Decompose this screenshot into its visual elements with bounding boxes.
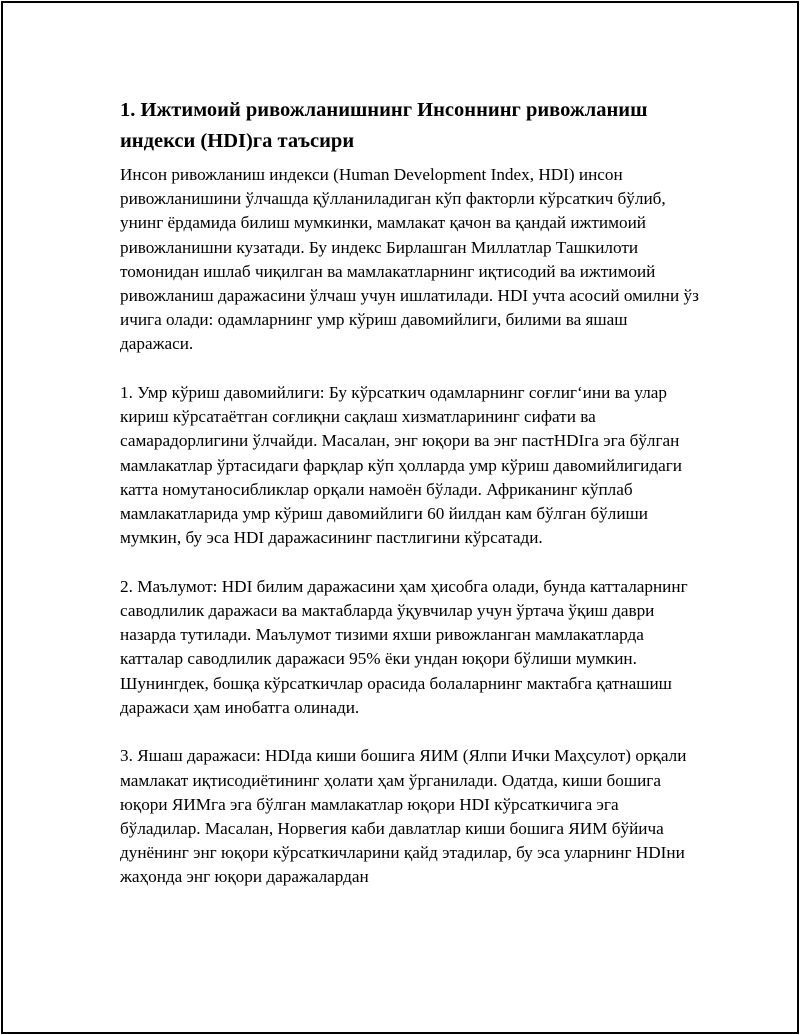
section-heading: 1. Ижтимоий ривожланишнинг Инсоннинг ривожланиш индекси (HDI)га таъсири (120, 99, 648, 152)
paragraph-life-expectancy: 1. Умр кўриш давомийлиги: Бу кўрсаткич одамларнинг соғлиг‘ини ва улар кириш кўрсатаётган соғлиқни сақлаш хизматларининг сифати ва самарадорлигини ўлчайди. Масалан, энг юқори ва энг пастHDIга эга бўлган мамлакатлар ўртасидаги фарқлар кўп ҳолларда умр кўриш давомийлигидаги катта номутаносибликлар орқали намоён бўлади. Африканинг кўплаб мамлакатларида умр кўриш давомийлиги 60 йилдан кам бўлган бўлиши мумкин, бу эса HDI даражасининг пастлигини кўрсатади. (120, 383, 682, 548)
paragraph-intro: Инсон ривожланиш индекси (Human Development Index, HDI) инсон ривожланишини ўлчашда қўлланиладиган кўп факторли кўрсаткич бўлиб, унинг ёрдамида билиш мумкинки, мамлакат қачон ва қандай ижтимоий ривожланишни кузатади. Бу индекс Бирлашган Миллатлар Ташкилоти томонидан ишлаб чиқилган ва мамлакатларнинг иқтисодий ва ижтимоий ривожланиш даражасини ўлчаш учун ишлатилади. HDI учта асосий омилни ўз ичига олади: одамларнинг умр кўриш давомийлиги, билими ва яшаш даражаси. (120, 165, 699, 354)
paragraph-education: 2. Маълумот: HDI билим даражасини ҳам ҳисобга олади, бунда катталарнинг саводлилик даражаси ва мактабларда ўқувчилар учун ўртача ўқиш даври назарда тутилади. Маълумот тизими яхши ривожланган мамлакатларда катталар саводлилик даражаси 95% ёки ундан юқори бўлиши мумкин. Шунингдек, бошқа кўрсаткичлар орасида болаларнинг мактабга қатнашиш даражаси ҳам инобатга олинади. (120, 576, 688, 717)
document-content (120, 95, 700, 914)
document-page (1, 1, 799, 1034)
paragraph-living-standard: 3. Яшаш даражаси: HDIда киши бошига ЯИМ (Ялпи Ички Маҳсулот) орқали мамлакат иқтисодиётининг ҳолати ҳам ўрганилади. Одатда, киши бошига юқори ЯИМга эга бўлган мамлакатлар юқори HDI кўрсаткичига эга бўладилар. Масалан, Норвегия каби давлатлар киши бошига ЯИМ бўйича дунёнинг энг юқори кўрсаткичларини қайд этадилар, бу эса уларнинг HDIни жаҳонда энг юқори даражалардан (120, 746, 687, 887)
